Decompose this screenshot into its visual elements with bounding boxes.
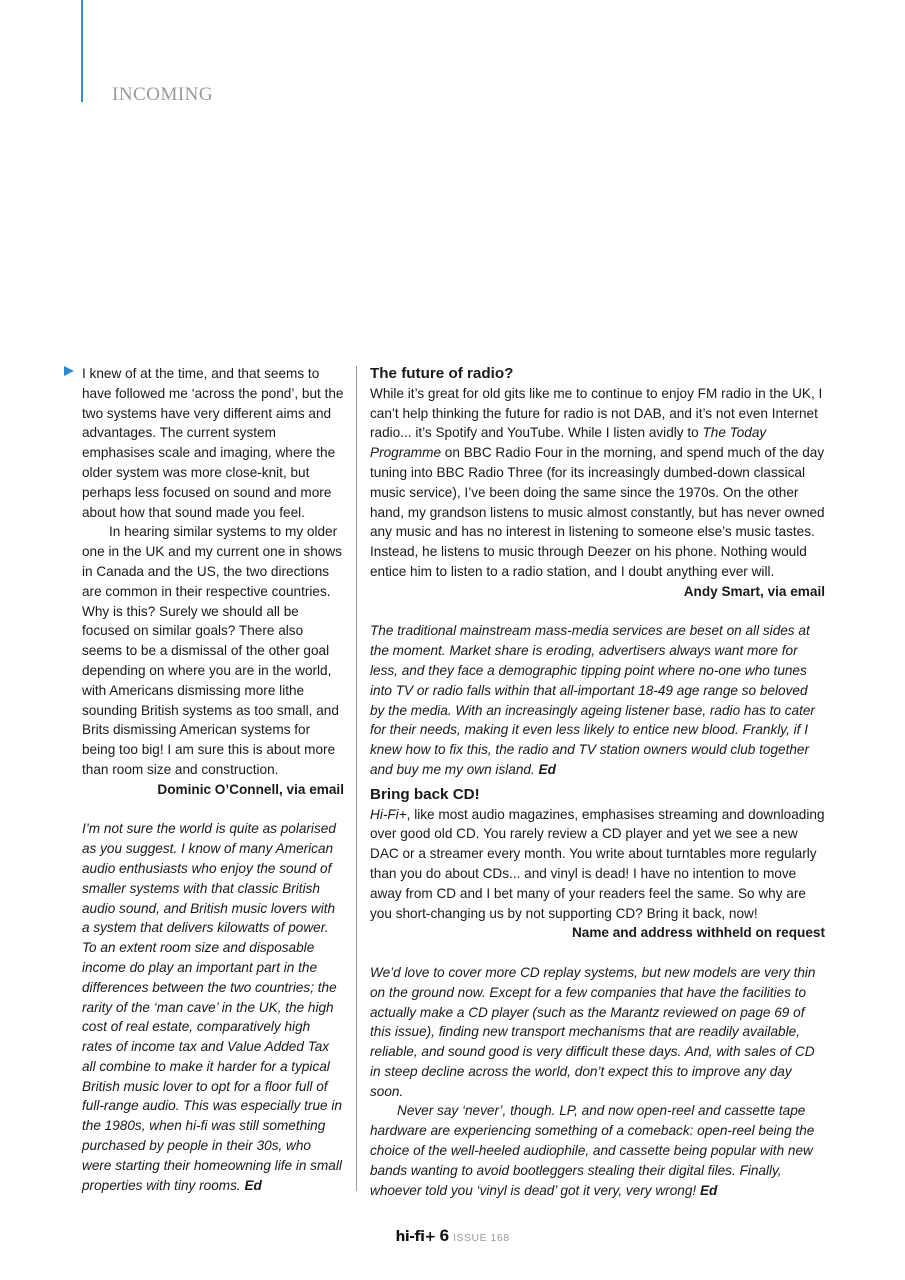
issue-label: ISSUE 168 bbox=[453, 1232, 510, 1244]
editor-mark: Ed bbox=[244, 1177, 262, 1193]
letter-heading: The future of radio? bbox=[370, 365, 514, 382]
editor-reply-text: Never say ‘never’, though. LP, and now open-reel and cassette tape hardware are experiencing something of a comeback: open-reel being the choice of the well-heeled audiophile, and cassette being popular with new bands wanting to avoid bootleggers stealing their digital files. Finally, whoever told you ‘vinyl is dead’ got it very, very wrong! bbox=[370, 1103, 815, 1198]
magazine-logo: hi-fi+ bbox=[395, 1229, 436, 1245]
letter-paragraph: I knew of at the time, and that seems to have followed me ‘across the pond’, but the two systems have very different aims and advantages. The current system emphasises scale and imaging, where the older system was more close-knit, but perhaps less focused on sound and more about how that sound made you feel. bbox=[82, 366, 344, 520]
editor-mark: Ed bbox=[538, 761, 556, 777]
letter-paragraph: In hearing similar systems to my older one in the UK and my current one in shows in Canada and the US, the two directions are common in their respective countries. Why is this? Surely we should all be focused on similar goals? There also seems to be a dismissal of the other goal depending on where you are in the world, with Americans dismissing more lithe sounding British systems as too small, and Brits dismissing American systems for being too big! I am sure this is about more than room size and construction. bbox=[82, 524, 342, 777]
programme-title: The Today Programme bbox=[370, 425, 767, 461]
editor-reply bbox=[370, 621, 825, 779]
letter-text: , like most audio magazines, emphasises streaming and downloading over good old CD. You rarely review a CD player and yet we see a new DAC or a streamer every month. You write about turntables more regularly than you do about CDs... and vinyl is dead! I have no intention to move away from CD and I bet many of your readers feel the same. So why are you short-changing us by not supporting CD? Bring it back, now! bbox=[370, 806, 825, 921]
editor-reply bbox=[82, 819, 344, 1195]
letter-paragraph bbox=[370, 805, 825, 924]
letter-signature: Andy Smart, via email bbox=[683, 583, 825, 599]
page-footer bbox=[0, 1226, 905, 1246]
page-number: 6 bbox=[439, 1226, 450, 1245]
editor-reply bbox=[370, 1101, 825, 1200]
letter-text: on BBC Radio Four in the morning, and spend much of the day tuning into BBC Radio Three (for its increasingly dumbed-down classical music service), I’ve been doing the same since the 1970s. On the other hand, my grandson listens to music almost constantly, but has never owned any music and has no interest in listening to someone else’s music tastes. Instead, he listens to music through Deezer on his phone. Nothing would entice him to listen to a radio station, and I doubt anything ever will. bbox=[370, 445, 825, 579]
letter-text: While it’s great for old gits like me to continue to enjoy FM radio in the UK, I can’t help thinking the future for radio is not DAB, and it’s not even Internet radio... it’s Spotify and YouTube. While I listen avidly to bbox=[370, 385, 823, 441]
editor-mark: Ed bbox=[699, 1182, 718, 1198]
editor-reply-text: The traditional mainstream mass-media services are beset on all sides at the moment. Market share is eroding, advertisers always want more for less, and they face a demographic tipping point where no-one who tunes into TV or radio falls within that all-important 18-49 age range so beloved by the media. With an increasingly ageing listener base, radio has to cater for their needs, making it even less likely to entice new blood. Frankly, if I knew how to fix this, the radio and TV station owners would club together and buy me my own island. bbox=[370, 623, 815, 777]
continuation-arrow-icon bbox=[64, 366, 74, 376]
letter-heading: Bring back CD! bbox=[370, 785, 480, 803]
column-divider bbox=[356, 366, 357, 1191]
magazine-name: Hi-Fi+ bbox=[370, 806, 407, 822]
right-column bbox=[370, 364, 825, 1200]
letter-signature: Dominic O’Connell, via email bbox=[157, 781, 344, 797]
left-column bbox=[82, 364, 344, 1195]
editor-reply-text: I’m not sure the world is quite as polarised as you suggest. I know of many American audio enthusiasts who enjoy the sound of smaller systems with that classic British audio sound, and British music lovers with a system that delivers kilowatts of power. To an extent room size and disposable income do play an important part in the differences between the two countries; the rarity of the ‘man cave’ in the UK, the high cost of real estate, comparatively high rates of income tax and Value Added Tax all combine to make it harder for a typical British music lover to opt for a floor full of full-range audio. This was especially true in the 1980s, when hi-fi was still something purchased by people in their 30s, who were starting their homeowning life in small properties with tiny rooms. bbox=[82, 821, 342, 1193]
letter-paragraph bbox=[370, 384, 825, 582]
accent-bar bbox=[81, 0, 83, 102]
editor-reply: We’d love to cover more CD replay systems, but new models are very thin on the ground now. Except for a few companies that have the facilities to actually make a CD player (such as the Marantz reviewed on page 69 of this issue), finding new transport mechanisms that are readily available, reliable, and sound good is very difficult these days. And, with sales of CD in steep decline across the world, don’t expect this to improve any day soon. bbox=[370, 964, 816, 1099]
section-label: INCOMING bbox=[112, 84, 214, 105]
letter-signature: Name and address withheld on request bbox=[571, 925, 825, 941]
